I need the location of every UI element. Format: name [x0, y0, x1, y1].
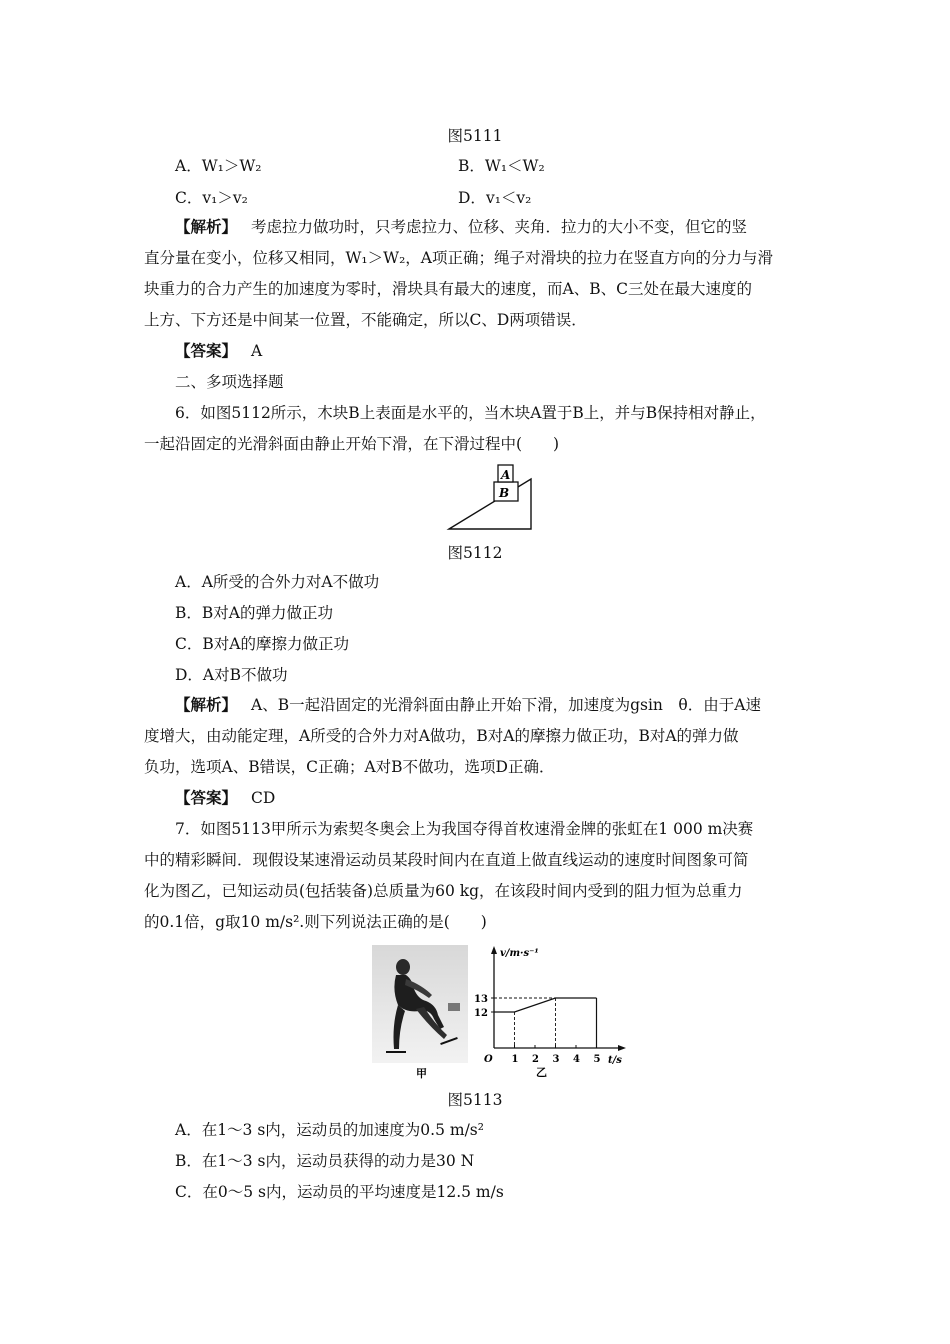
q5-analysis-line-2: 直分量在变小，位移又相同，W₁＞W₂，A项正确；绳子对滑块的拉力在竖直方向的分力与滑 [144, 249, 773, 267]
x-axis-arrow [618, 1045, 626, 1051]
y-tick-label: 12 [474, 1008, 488, 1019]
analysis-tag: 【解析】 [175, 217, 238, 236]
q7-stem-line-3: 化为图乙，已知运动员(包括装备)总质量为60 kg，在该段时间内受到的阻力恒为总重力 [144, 882, 743, 900]
velocity-time-graph [470, 940, 630, 1080]
q7-stem-line-1: 7．如图5113甲所示为索契冬奥会上为我国夺得首枚速滑金牌的张虹在1 000 m决赛 [175, 820, 754, 838]
analysis-tag: 【解析】 [175, 695, 238, 714]
y-tick-label: 13 [474, 994, 488, 1005]
q6-stem-line-1: 6．如图5112所示，木块B上表面是水平的，当木块A置于B上，并与B保持相对静止， [175, 404, 766, 422]
skate-blade [386, 1051, 406, 1053]
q6-option-d: D．A对B不做功 [175, 666, 288, 684]
q6-option-b: B．B对A的弹力做正功 [175, 604, 333, 622]
y-axis-label: v/m·s⁻¹ [500, 948, 539, 959]
q5-analysis-line-1: 【解析】 考虑拉力做功时，只考虑拉力、位移、夹角．拉力的大小不变，但它的竖 [175, 217, 748, 236]
photo-label: 甲 [416, 1067, 427, 1080]
origin-label: O [484, 1054, 493, 1065]
q7-stem-line-4: 的0.1倍，g取10 m/s².则下列说法正确的是( ) [144, 913, 487, 931]
q6-analysis-line-1: 【解析】 A、B一起沿固定的光滑斜面由静止开始下滑，加速度为gsin θ．由于A速 [175, 695, 761, 714]
q6-analysis-line-3: 负功，选项A、B错误，C正确；A对B不做功，选项D正确． [144, 758, 555, 776]
q7-option-c: C．在0～5 s内，运动员的平均速度是12.5 m/s [175, 1183, 504, 1201]
incline-slope [449, 479, 531, 529]
q7-stem-line-2: 中的精彩瞬间．现假设某速滑运动员某段时间内在直道上做直线运动的速度时间图象可简 [144, 851, 749, 869]
q6-option-c: C．B对A的摩擦力做正功 [175, 635, 349, 653]
q7-option-a: A．在1～3 s内，运动员的加速度为0.5 m/s² [175, 1121, 484, 1139]
x-tick-label: 2 [532, 1054, 539, 1065]
x-tick-label: 4 [573, 1054, 580, 1065]
fig-5113-caption: 图5113 [447, 1091, 503, 1109]
q5-answer: 【答案】 A [175, 341, 263, 360]
q5-analysis-line-3: 块重力的合力产生的加速度为零时，滑块具有最大的速度，而A、B、C三处在最大速度的 [144, 280, 752, 298]
answer-tag: 【答案】 [175, 341, 238, 360]
incline-figure [445, 460, 535, 532]
section-title: 二、多项选择题 [175, 373, 284, 391]
x-axis-label: t/s [608, 1055, 622, 1066]
skater-head [396, 959, 410, 975]
x-tick-label: 3 [552, 1054, 560, 1065]
block-b-label: B [499, 486, 510, 500]
q6-answer: 【答案】 CD [175, 788, 276, 807]
q5-analysis-line-4: 上方、下方还是中间某一位置，不能确定，所以C、D两项错误． [144, 311, 587, 329]
q6-analysis-line-2: 度增大，由动能定理，A所受的合外力对A做功，B对A的摩擦力做正功，B对A的弹力做 [144, 727, 739, 745]
option-a: A．W₁＞W₂ [175, 157, 262, 175]
x-tick-label: 5 [593, 1054, 601, 1065]
flag [448, 1003, 460, 1011]
graph-label: 乙 [536, 1066, 547, 1079]
option-b: B．W₁＜W₂ [458, 157, 545, 175]
option-c: C．v₁＞v₂ [175, 189, 248, 207]
option-d: D．v₁＜v₂ [458, 189, 532, 207]
answer-tag: 【答案】 [175, 788, 238, 807]
fig-5111-caption: 图5111 [447, 127, 503, 145]
x-tick-label: 1 [511, 1054, 519, 1065]
fig-5112-caption: 图5112 [447, 544, 503, 562]
velocity-series-line [494, 998, 597, 1012]
skater-photo [372, 945, 472, 1080]
block-a-label: A [501, 468, 511, 482]
y-axis-arrow [491, 946, 497, 954]
q6-option-a: A．A所受的合外力对A不做功 [175, 573, 380, 591]
q7-option-b: B．在1～3 s内，运动员获得的动力是30 N [175, 1152, 475, 1170]
q6-stem-line-2: 一起沿固定的光滑斜面由静止开始下滑，在下滑过程中( ) [144, 435, 560, 453]
